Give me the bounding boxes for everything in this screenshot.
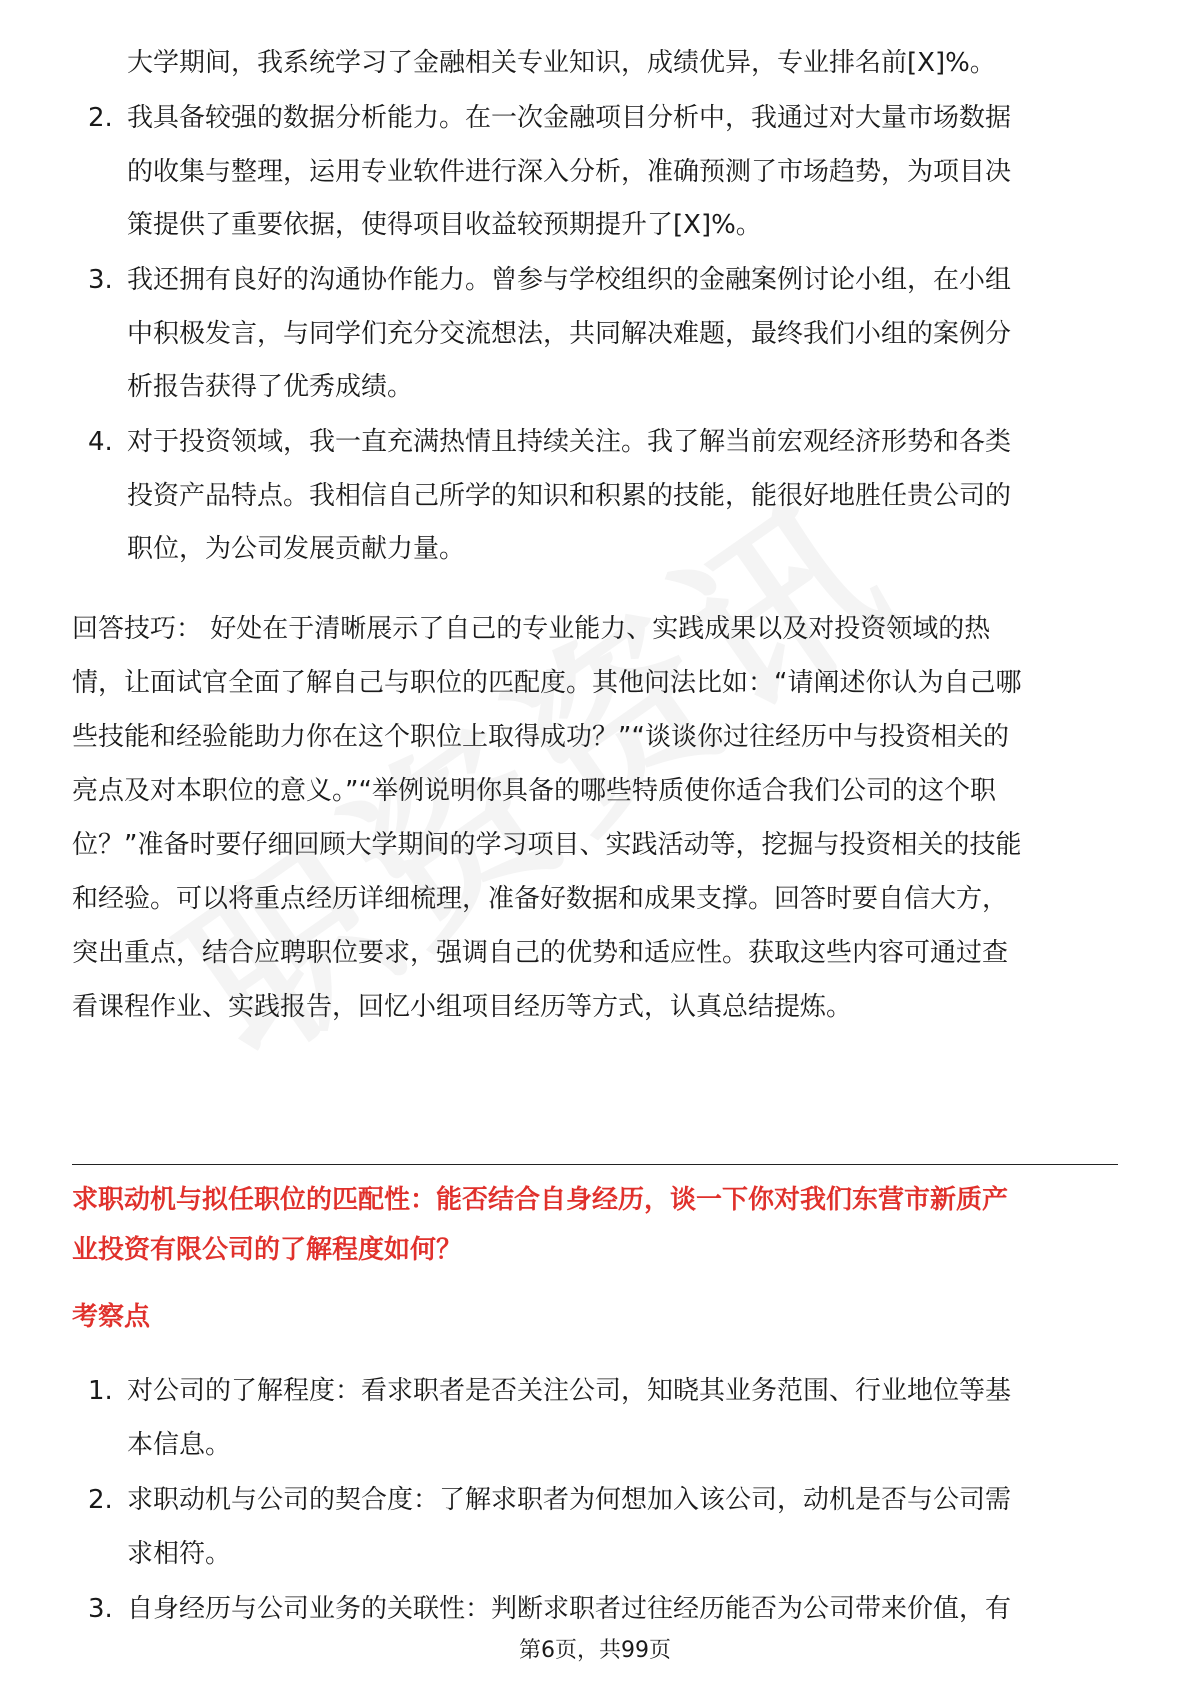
list-item-line: 求职动机与公司的契合度：了解求职者为何想加入该公司，动机是否与公司需 [127,1485,1012,1515]
intro-continuation: 大学期间，我系统学习了金融相关专业知识，成绩优异，专业排名前[X]%。 [127,48,996,78]
question-line: 求职动机与拟任职位的匹配性：能否结合自身经历，谈一下你对我们东营市新质产 [72,1185,1009,1215]
list-item-line: 对于投资领域，我一直充满热情且持续关注。我了解当前宏观经济形势和各类 [127,427,1012,457]
paragraph-line: 情，让面试官全面了解自己与职位的匹配度。其他问法比如：“请阐述你认为自己哪 [72,668,1022,698]
list-item-number: 2. [88,103,113,133]
list-item-line: 职位，为公司发展贡献力量。 [127,534,466,564]
list-item-line: 我具备较强的数据分析能力。在一次金融项目分析中，我通过对大量市场数据 [127,103,1012,133]
section-divider [72,1164,1118,1165]
list-item-line: 投资产品特点。我相信自己所学的知识和积累的技能，能很好地胜任贵公司的 [127,481,1012,511]
list-item-number: 3. [88,265,113,295]
list-item-line: 我还拥有良好的沟通协作能力。曾参与学校组织的金融案例讨论小组，在小组 [127,265,1012,295]
page-footer: 第6页，共99页 [519,1638,671,1663]
paragraph-line: 突出重点，结合应聘职位要求，强调自己的优势和适应性。获取这些内容可通过查 [72,938,1009,968]
list-item-number: 3. [88,1594,113,1624]
list-item-line: 对公司的了解程度：看求职者是否关注公司，知晓其业务范围、行业地位等基 [127,1376,1012,1406]
list-item-line: 求相符。 [127,1539,232,1569]
assessment-heading: 考察点 [72,1302,151,1332]
paragraph-line: 回答技巧： 好处在于清晰展示了自己的专业能力、实践成果以及对投资领域的热 [72,614,991,644]
list-item-line: 的收集与整理，运用专业软件进行深入分析，准确预测了市场趋势，为项目决 [127,157,1012,187]
paragraph-line: 看课程作业、实践报告，回忆小组项目经历等方式，认真总结提炼。 [72,992,853,1022]
paragraph-line: 和经验。可以将重点经历详细梳理，准备好数据和成果支撑。回答时要自信大方， [72,884,1009,914]
paragraph-line: 位？”准备时要仔细回顾大学期间的学习项目、实践活动等，挖掘与投资相关的技能 [72,830,1022,860]
list-item-line: 析报告获得了优秀成绩。 [127,372,414,402]
list-item-number: 2. [88,1485,113,1515]
list-item-number: 1. [88,1376,113,1406]
list-item-line: 中积极发言，与同学们充分交流想法，共同解决难题，最终我们小组的案例分 [127,319,1012,349]
list-item-line: 策提供了重要依据，使得项目收益较预期提升了[X]%。 [127,210,762,240]
list-item-number: 4. [88,427,113,457]
paragraph-line: 些技能和经验能助力你在这个职位上取得成功？”“谈谈你过往经历中与投资相关的 [72,722,1009,752]
list-item-line: 自身经历与公司业务的关联性：判断求职者过往经历能否为公司带来价值，有 [127,1594,1012,1624]
paragraph-line: 亮点及对本职位的意义。”“举例说明你具备的哪些特质使你适合我们公司的这个职 [72,776,996,806]
question-line: 业投资有限公司的了解程度如何？ [72,1235,463,1265]
list-item-line: 本信息。 [127,1430,232,1460]
